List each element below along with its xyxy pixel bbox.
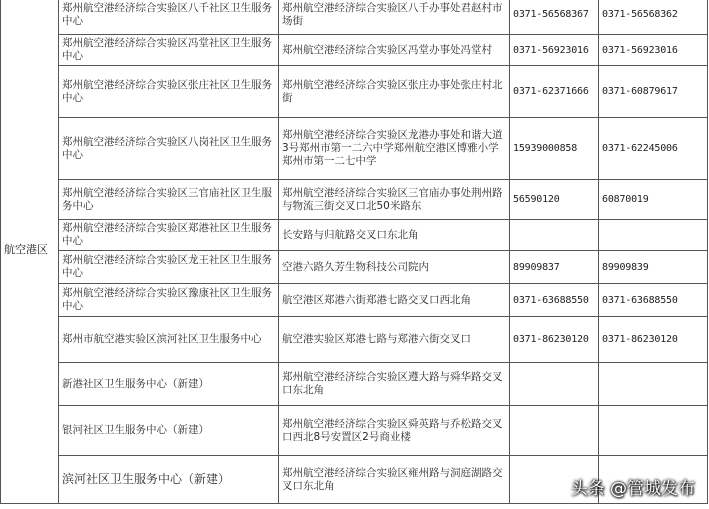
center-phone-2 bbox=[599, 363, 708, 406]
source-watermark: 头条 @管城发布 bbox=[570, 479, 695, 499]
table-row bbox=[1, 35, 708, 66]
table-row bbox=[1, 180, 708, 220]
center-phone-2 bbox=[599, 220, 708, 251]
center-phone-1 bbox=[510, 220, 599, 251]
center-phone-1: 15939000858 bbox=[510, 118, 599, 180]
center-name: 滨河社区卫生服务中心（新建） bbox=[59, 456, 279, 504]
table-row bbox=[1, 251, 708, 284]
table-row bbox=[1, 118, 708, 180]
center-phone-2: 0371-63688550 bbox=[599, 284, 708, 317]
center-address: 郑州航空港经济综合实验区三官庙办事处荆州路与物流三街交叉口北50米路东 bbox=[279, 180, 510, 220]
center-phone-2 bbox=[599, 406, 708, 456]
center-phone-2: 0371-56568362 bbox=[599, 0, 708, 35]
center-name: 郑州市航空港实验区滨河社区卫生服务中心 bbox=[59, 317, 279, 363]
center-address: 郑州航空港经济综合实验区舜英路与乔松路交叉口西北8号安置区2号商业楼 bbox=[279, 406, 510, 456]
center-address: 郑州航空港经济综合实验区八千办事处君赵村市场街 bbox=[279, 0, 510, 35]
center-address: 空港六路久芳生物科技公司院内 bbox=[279, 251, 510, 284]
center-name: 郑州航空港经济综合实验区三官庙社区卫生服务中心 bbox=[59, 180, 279, 220]
center-name: 银河社区卫生服务中心（新建） bbox=[59, 406, 279, 456]
table-row bbox=[1, 317, 708, 363]
center-phone-1: 89909837 bbox=[510, 251, 599, 284]
center-phone-1 bbox=[510, 363, 599, 406]
center-address: 郑州航空港经济综合实验区遵大路与舜华路交叉口东北角 bbox=[279, 363, 510, 406]
center-phone-2: 0371-56923016 bbox=[599, 35, 708, 66]
center-address: 郑州航空港经济综合实验区雍州路与洞庭湖路交叉口东北角 bbox=[279, 456, 510, 504]
center-address: 长安路与归航路交叉口东北角 bbox=[279, 220, 510, 251]
table-row bbox=[1, 363, 708, 406]
center-phone-2: 0371-86230120 bbox=[599, 317, 708, 363]
center-name: 郑州航空港经济综合实验区冯堂社区卫生服务中心 bbox=[59, 35, 279, 66]
table-row bbox=[1, 406, 708, 456]
center-phone-1: 0371-56923016 bbox=[510, 35, 599, 66]
center-name: 郑州航空港经济综合实验区八岗社区卫生服务中心 bbox=[59, 118, 279, 180]
center-phone-2: 0371-62245006 bbox=[599, 118, 708, 180]
table-row bbox=[1, 0, 708, 35]
center-address: 郑州航空港经济综合实验区龙港办事处和谐大道3号郑州市第一二六中学郑州航空港区博雅小学郑州市第一二七中学 bbox=[279, 118, 510, 180]
table-row bbox=[1, 220, 708, 251]
center-phone-1: 0371-86230120 bbox=[510, 317, 599, 363]
center-address: 航空港区郑港六街郑港七路交叉口西北角 bbox=[279, 284, 510, 317]
center-name: 郑州航空港经济综合实验区豫康社区卫生服务中心 bbox=[59, 284, 279, 317]
center-name: 郑州航空港经济综合实验区张庄社区卫生服务中心 bbox=[59, 66, 279, 118]
district-cell: 航空港区 bbox=[1, 0, 59, 504]
center-name: 新港社区卫生服务中心（新建） bbox=[59, 363, 279, 406]
center-phone-1: 56590120 bbox=[510, 180, 599, 220]
center-phone-1: 0371-62371666 bbox=[510, 66, 599, 118]
table-row bbox=[1, 66, 708, 118]
center-phone-2: 0371-60879617 bbox=[599, 66, 708, 118]
center-address: 航空港实验区郑港七路与郑港六街交叉口 bbox=[279, 317, 510, 363]
center-name: 郑州航空港经济综合实验区八千社区卫生服务中心 bbox=[59, 0, 279, 35]
center-address: 郑州航空港经济综合实验区冯堂办事处冯堂村 bbox=[279, 35, 510, 66]
table-row bbox=[1, 284, 708, 317]
center-phone-1: 0371-56568367 bbox=[510, 0, 599, 35]
center-address: 郑州航空港经济综合实验区张庄办事处张庄村北街 bbox=[279, 66, 510, 118]
center-phone-2: 89909839 bbox=[599, 251, 708, 284]
center-phone-1: 0371-63688550 bbox=[510, 284, 599, 317]
center-phone-2: 60870019 bbox=[599, 180, 708, 220]
center-name: 郑州航空港经济综合实验区郑港社区卫生服务中心 bbox=[59, 220, 279, 251]
center-phone-1 bbox=[510, 406, 599, 456]
center-name: 郑州航空港经济综合实验区龙王社区卫生服务中心 bbox=[59, 251, 279, 284]
